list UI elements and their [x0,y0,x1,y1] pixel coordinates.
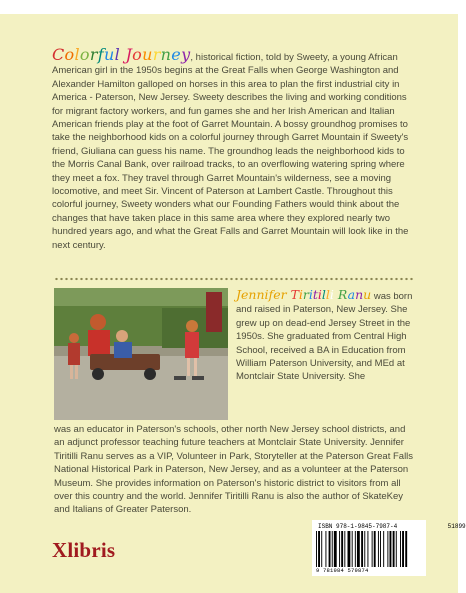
barcode-bar [334,531,337,567]
barcode-bar [378,531,379,567]
barcode-bar [374,531,376,567]
barcode-bar [393,531,395,567]
author-name-letter: a [347,287,356,302]
author-bio-intro-text: was born and raised in Paterson, New Jersey. She grew up on dead-end Jersey Street in the 1950s. She graduated from Central High School, received a BA in Education from William Paterson University, and MEd at Montclair State University. She [236,291,413,383]
author-name-letter: i [298,287,303,302]
top-margin [0,0,458,14]
author-name-letter: r [302,287,309,302]
title-letter: o [79,45,90,64]
book-title [52,45,190,64]
barcode-bar [355,531,356,567]
author-name-letter: i [329,287,334,302]
barcode-bar [348,531,351,567]
author-name-letter: u [363,287,372,302]
author-name-letter: i [317,287,322,302]
author-bio-intro [236,288,416,384]
photo-illustration [54,288,228,420]
author-childhood-photo [54,288,228,420]
book-description-text: , historical fiction, told by Sweety, a young African American girl in the 1950s begins at the Great Falls when George Washington and Alexander Hamilton galloped on horses in this area to plan the first industrial city in America - Paterson, New Jersey. Sweety describes the living and working conditions for migrant factory workers, and fun games she and her Irish American and Italian American friends play at the foot of Garret Mountain. A bossy groundhog promises to take the neighborhood kids on a colorful journey through Garret Mountain if Sweety's friend, Giuliana can guess his name. The groundhog leads the neighborhood kids to the Morris Canal Bank, over railroad tracks, to an overflowing watering spring where they meet a fox. They travel through Garret Mountain's wilderness, see a moving locomotive, and meet Sir. Vincent of Paterson at Lambert Castle. Throughout this colorful journey, Sweety wonders what our Founding Fathers would think about the changes that have taken place in this same area where they explored nearly two hundred years ago, and what the Great Falls and Garret Mountain will look like in the next century. [52,52,409,251]
author-name [236,287,371,302]
barcode-bar [352,531,353,567]
title-letter: o [64,45,75,64]
author-name-letter: e [241,287,249,302]
author-name-letter: i [264,287,269,302]
barcode-bar [400,531,401,567]
barcode-bar [357,531,360,567]
barcode-bar [380,531,381,567]
author-name-letter: t [312,287,318,302]
barcode-bars [316,531,422,567]
barcode-area [312,520,466,576]
title-letter: u [104,45,115,64]
author-name-letter: R [337,287,348,302]
title-letter: y [181,45,191,64]
author-name-letter: l [325,287,330,302]
author-name-letter: i [308,287,313,302]
author-name-letter: e [273,287,281,302]
barcode-bar [318,531,320,567]
barcode-bar [372,531,373,567]
title-letter: J [125,45,133,64]
barcode-bar [396,531,397,567]
title-letter: u [142,45,153,64]
isbn-label: ISBN 978-1-9845-7987-4 51899 [318,523,466,530]
author-name-letter: T [290,287,299,302]
publisher-logo: Xlibris [52,538,116,562]
barcode-bar [316,531,317,567]
barcode-bar [321,531,322,567]
barcode-bar [364,531,365,567]
barcode-bar [344,531,345,567]
title-letter: l [74,45,80,64]
author-name-letter: n [355,287,364,302]
barcode-bar [341,531,343,567]
barcode-bar [329,531,331,567]
barcode-bar [339,531,340,567]
author-name-letter: r [280,287,287,302]
barcode-number: 9 781984 579874 [316,567,369,574]
barcode-bar [387,531,388,567]
barcode-bar [405,531,407,567]
book-description [52,45,414,252]
barcode-bar [361,531,363,567]
author-name-letter: l [321,287,326,302]
barcode-bar [390,531,392,567]
title-letter: e [171,45,182,64]
title-letter: C [52,45,65,64]
barcode-bar [367,531,368,567]
barcode-bar [325,531,326,567]
barcode-bar [383,531,384,567]
title-letter: f [97,45,105,64]
dotted-divider [54,277,414,281]
author-name-letter: J [236,287,242,302]
author-name-letter: n [248,287,257,302]
author-name-letter: n [256,287,265,302]
author-bio-continued: was an educator in Paterson's schools, other north New Jersey school districts, and an adjunct professor teaching future teachers at Montclair State University. Jennifer Tiritilli Ranu serves as a VIP, Volunteer in Park, Storyteller at the Paterson Great Falls National Historical Park in Paterson, New Jersey, and as a volunteer at the Paterson Museum. She provides information on Paterson's historic district to visitors from all over this country and the world. Jennifer Tiritilli Ranu is also the author of SkateKey and Italians of Greater Paterson. [54,424,414,516]
title-letter: n [160,45,172,64]
price-code: 51899 [447,523,466,530]
barcode-bar [402,531,404,567]
title-letter: r [89,45,98,64]
title-letter: o [132,45,143,64]
barcode-bar [332,531,333,567]
author-name-letter: f [268,287,274,302]
title-letter: r [152,45,161,64]
title-letter: l [114,45,121,64]
